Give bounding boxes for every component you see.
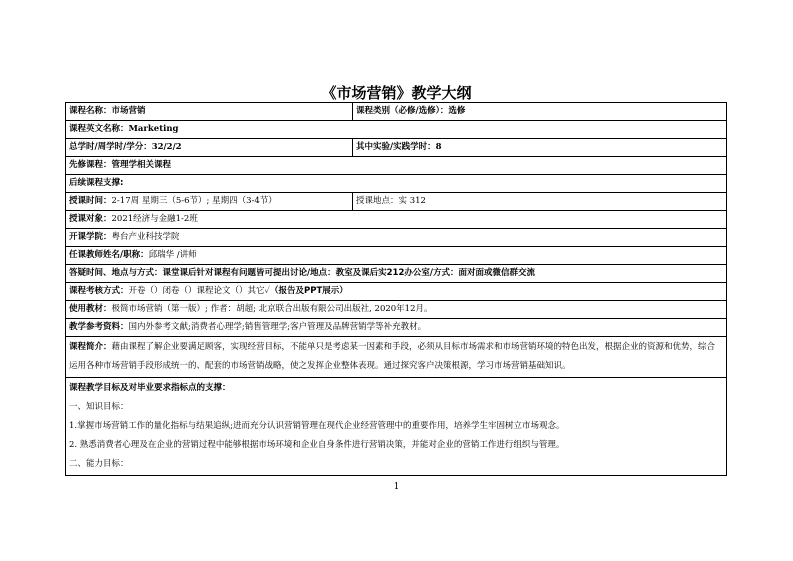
table-row: [66, 337, 727, 378]
page-title: 《市场营销》教学大纲: [321, 84, 472, 102]
field-label: 课程教学目标及对毕业要求指标点的支撑：: [69, 383, 231, 393]
field-label: 课程英文名称：: [69, 124, 129, 134]
field-label: 授课对象：: [69, 214, 112, 224]
college-value: 粤台产业科技学院: [111, 232, 180, 242]
table-row: [66, 211, 727, 229]
table-row: [66, 247, 727, 265]
target-value: 2021经济与金融1-2班: [111, 214, 198, 224]
field-label: 课程类别（必修/选修）：: [356, 106, 449, 116]
table-row: [66, 103, 727, 121]
goal-line: 1.掌握市场营销工作的量化指标与结果追纵;进而充分认识营销管理在现代企业经营管理中的重要作用，培养学生牢固树立市场观念。: [69, 421, 565, 431]
english-name: Marketing: [128, 124, 179, 134]
table-row: [66, 301, 727, 319]
field-label: 使用教材：: [69, 304, 112, 314]
goal-line: 2. 熟悉消费者心理及在企业的营销过程中能够根据市场环境和企业自身条件进行营销决策，并能对企业的营销工作进行组织与管理。: [69, 440, 565, 450]
field-label: 授课时间：: [69, 196, 112, 206]
field-label: 任课教师姓名/职称：: [69, 250, 149, 260]
table-row: [66, 319, 727, 337]
field-label: 其中实验/实践学时：: [356, 142, 436, 152]
field-label: 开课学院：: [69, 232, 112, 242]
table-row: [66, 283, 727, 301]
syllabus-table: [65, 102, 727, 476]
field-label: 总学时/周学时/学分：: [69, 142, 152, 152]
table-row: [66, 157, 727, 175]
place-value: 实 312: [398, 196, 426, 206]
goal-line: 一、知识目标：: [69, 402, 129, 412]
refs-value: 国内外参考文献;消费者心理学;销售管理学;客户管理及品牌营销学等补充教材。: [128, 322, 427, 332]
course-name: 市场营销: [111, 106, 146, 116]
lab-hours: 8: [435, 142, 442, 152]
course-category: 选修: [448, 106, 466, 116]
textbook-value: 极简市场营销（第一版）; 作者：胡超; 北京联合出版有限公司出版社, 2020年12月。: [111, 304, 433, 314]
teacher-value: 邱瑞华 /讲师: [148, 250, 197, 260]
hours-value: 32/2/2: [151, 142, 182, 152]
qa-value: 课堂课后针对课程有问题皆可提出讨论/地点：教室及课后实212办公室/方式：面对面或微信群交流: [162, 268, 535, 278]
table-row: [66, 175, 727, 193]
exam-value: 开卷（）闭卷（）课程论文（）其它✓: [128, 286, 270, 296]
table-row: [66, 121, 727, 139]
field-label: 课程名称：: [69, 106, 112, 116]
intro-value: 藉由课程了解企业要满足顾客，实现经营目标，不能单只是考虑某一因素和手段，必须从目标市场需求和市场营销环境的特色出发，根据企业的资源和优势，综合运用各种市场营销手段形成统一的、配套的市场营销战略，使之发挥企业整体表现。通过探究客户决策根源，学习市场营销基础知识。: [69, 342, 716, 371]
field-label: 后续课程支撑:: [69, 178, 124, 188]
field-label: 答疑时间、地点与方式：: [69, 268, 163, 278]
time-value: 2-17周 星期三（5-6节）; 星期四（3-4节）: [111, 196, 277, 206]
table-row: [66, 265, 727, 283]
prereq-value: 管理学相关课程: [111, 160, 172, 170]
field-label: 先修课程：: [69, 160, 112, 170]
table-row: [66, 193, 727, 211]
field-label: 课程考核方式：: [69, 286, 129, 296]
table-row: [66, 378, 727, 476]
table-row: [66, 139, 727, 157]
field-label: 授课地点：: [356, 196, 399, 206]
table-row: [66, 229, 727, 247]
exam-other: （报告及PPT展示）: [270, 286, 348, 296]
page-number: 1: [393, 482, 400, 492]
field-label: 课程简介：: [69, 342, 112, 352]
goal-line: 二、能力目标：: [69, 459, 129, 469]
field-label: 教学参考资料：: [69, 322, 129, 332]
